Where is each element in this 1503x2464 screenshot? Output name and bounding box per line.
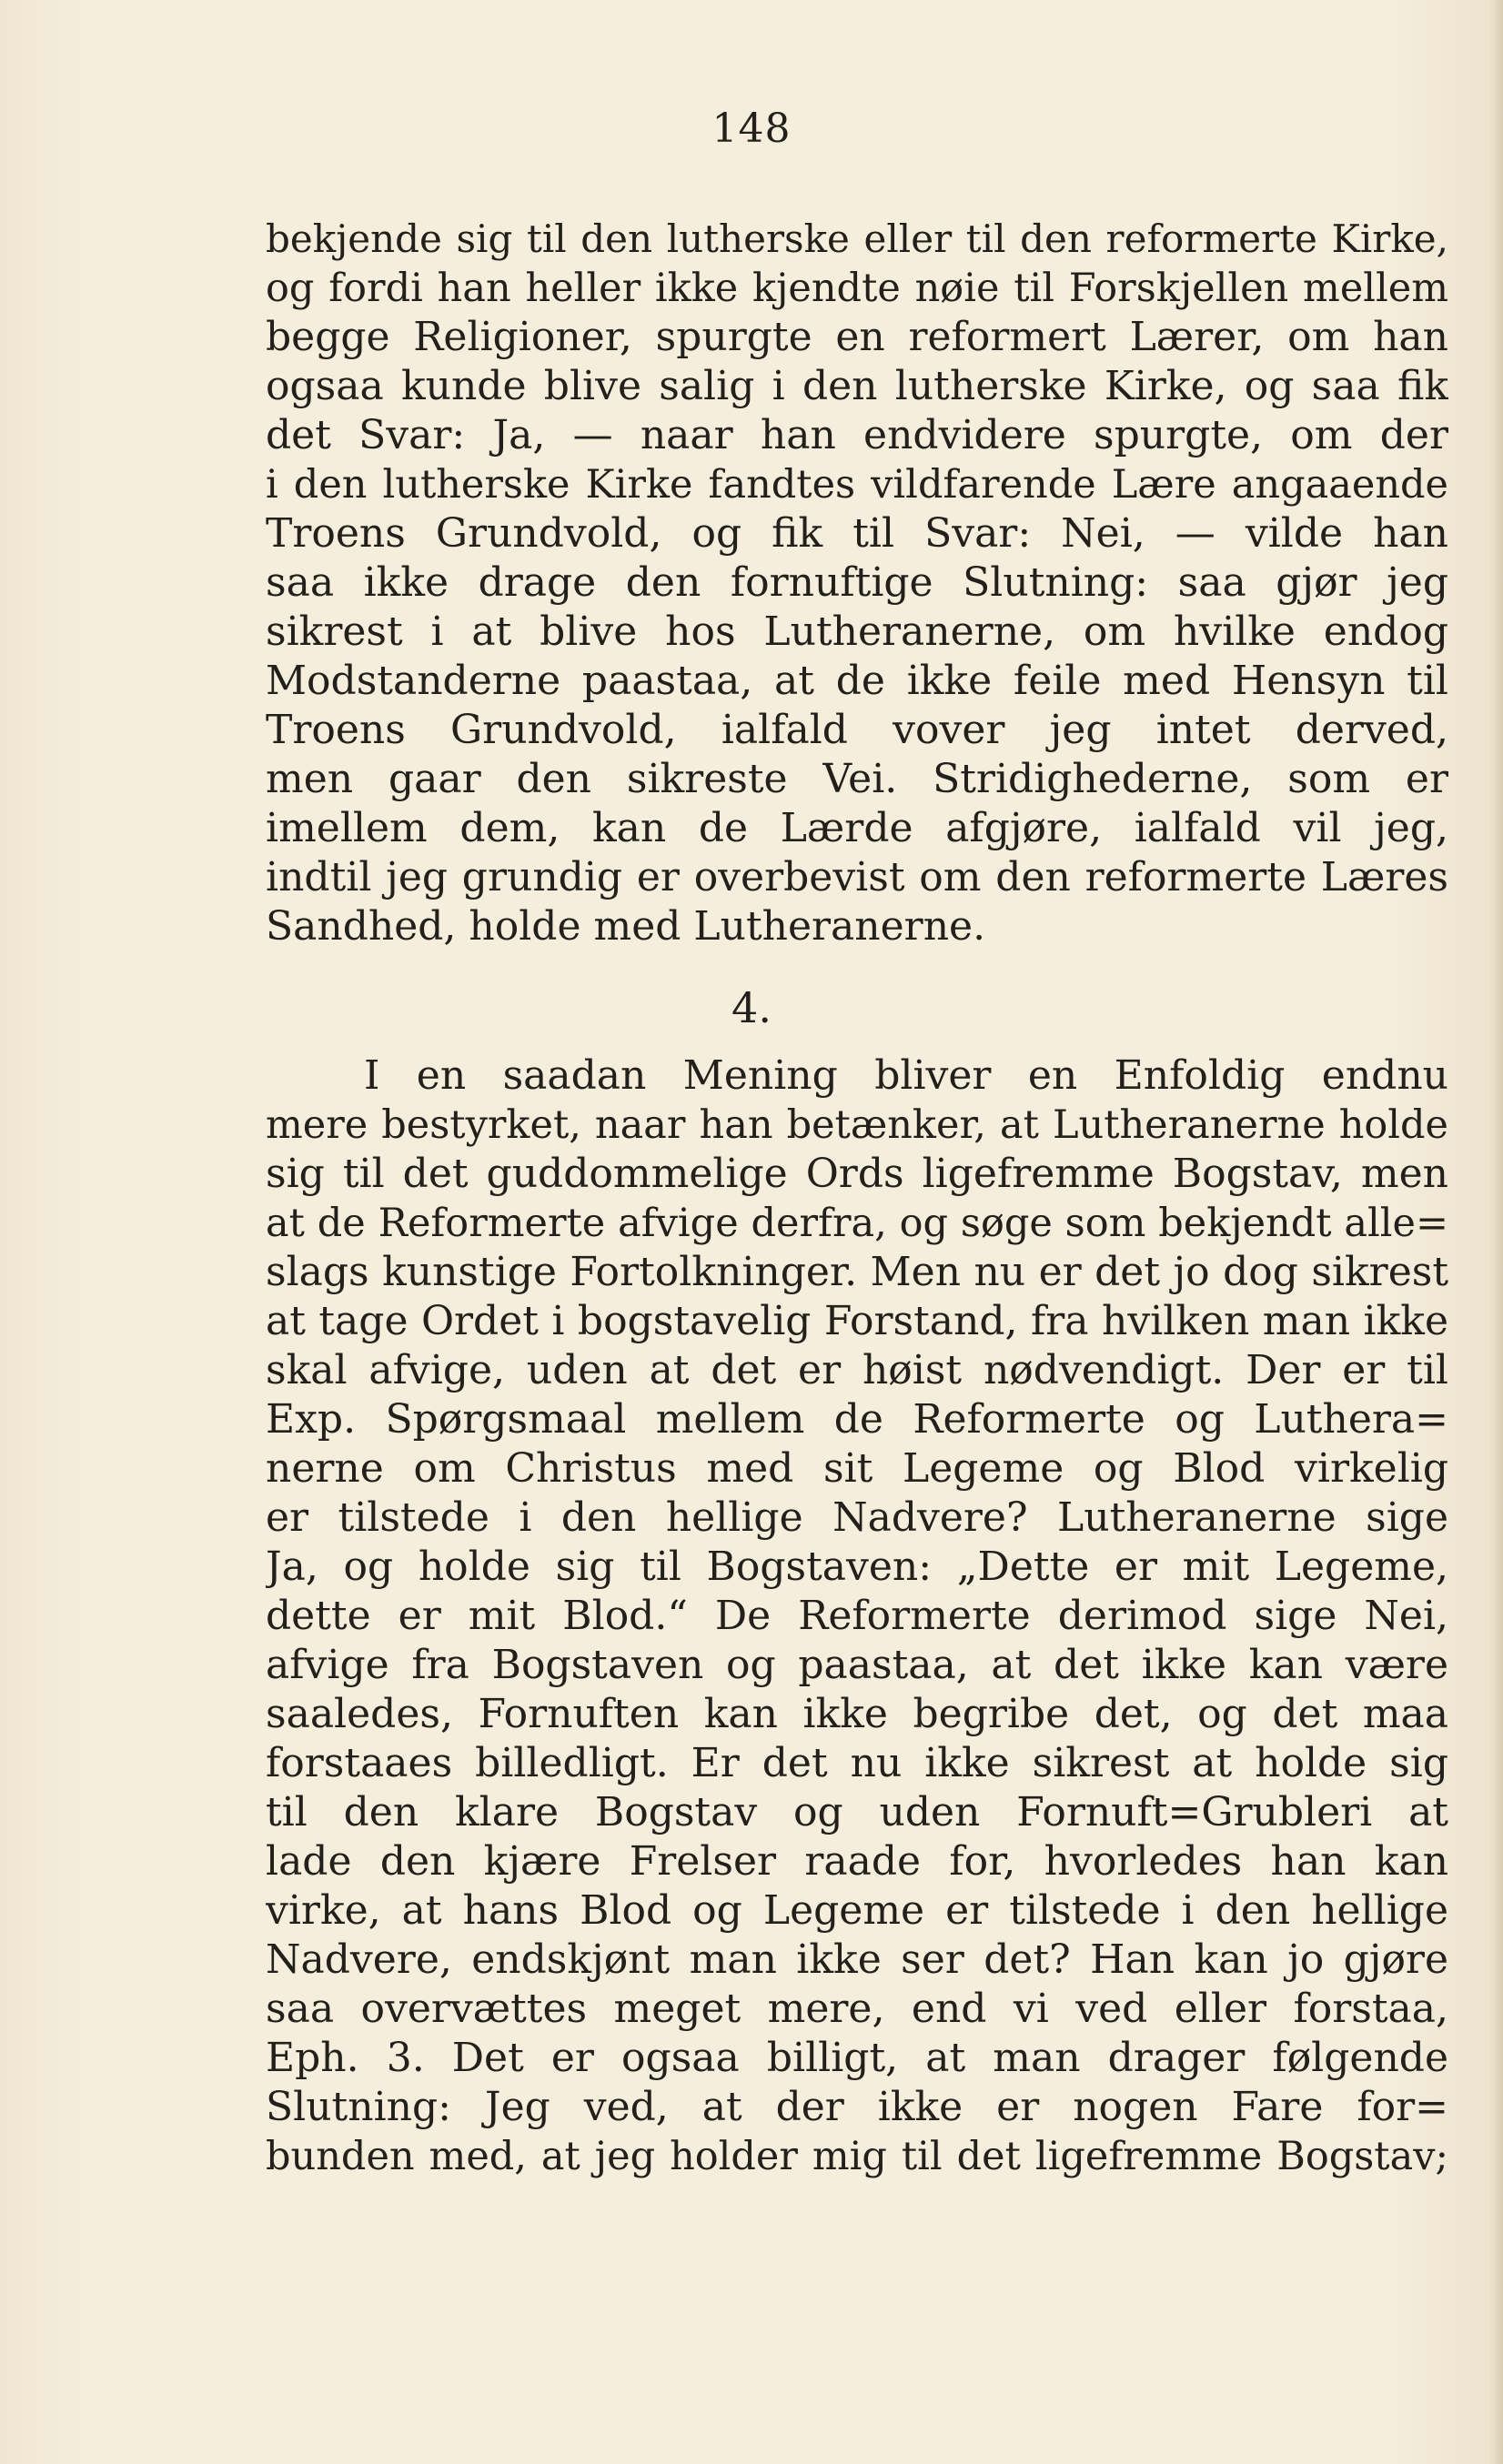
text-line: det Svar: Ja, — naar han endvidere spurgte, om der — [266, 412, 1448, 458]
text-line: Troens Grundvold, ialfald vover jeg intet derved, — [266, 707, 1448, 753]
text-line: at tage Ordet i bogstavelig Forstand, fra hvilken man ikke — [266, 1298, 1448, 1344]
text-line: ogsaa kunde blive salig i den lutherske Kirke, og saa fik — [266, 363, 1448, 409]
text-line: afvige fra Bogstaven og paastaa, at det ikke kan være — [266, 1642, 1448, 1688]
text-line: imellem dem, kan de Lærde afgjøre, ialfald vil jeg, — [266, 805, 1448, 851]
text-line: begge Religioner, spurgte en reformert Lærer, om han — [266, 314, 1448, 360]
text-line: Eph. 3. Det er ogsaa billigt, at man drager følgende — [266, 2035, 1448, 2081]
text-line: Sandhed, holde med Lutheranerne. — [266, 903, 986, 950]
text-line: slags kunstige Fortolkninger. Men nu er det jo dog sikrest — [266, 1249, 1448, 1295]
text-line: mere bestyrket, naar han betænker, at Lutheranerne holde — [266, 1102, 1448, 1148]
text-line: indtil jeg grundig er overbevist om den reformerte Læres — [266, 854, 1448, 900]
text-line: Ja, og holde sig til Bogstaven: „Dette er mit Legeme, — [266, 1544, 1448, 1590]
text-line: er tilstede i den hellige Nadvere? Lutheranerne sige — [266, 1494, 1448, 1541]
text-line: lade den kjære Frelser raade for, hvorledes han kan — [266, 1838, 1448, 1885]
text-line: men gaar den sikreste Vei. Stridighederne, som er — [266, 756, 1448, 802]
text-line: til den klare Bogstav og uden Fornuft=Grubleri at — [266, 1789, 1448, 1835]
section-heading: 4. — [731, 983, 772, 1032]
text-line: bunden med, at jeg holder mig til det ligefremme Bogstav; — [266, 2134, 1448, 2179]
text-line: nerne om Christus med sit Legeme og Blod virkelig — [266, 1445, 1448, 1492]
text-line: saa overvættes meget mere, end vi ved eller forstaa, — [266, 1986, 1448, 2032]
text-line: saa ikke drage den fornuftige Slutning: saa gjør jeg — [266, 559, 1448, 606]
text-line: virke, at hans Blod og Legeme er tilstede i den hellige — [266, 1887, 1448, 1934]
text-line: sig til det guddommelige Ords ligefremme Bogstav, men — [266, 1151, 1448, 1197]
text-line: saaledes, Fornuften kan ikke begribe det, og det maa — [266, 1691, 1448, 1737]
text-line: I en saadan Mening bliver en Enfoldig endnu — [364, 1052, 1448, 1099]
text-line: i den lutherske Kirke fandtes vildfarende Lære angaaende — [266, 462, 1448, 508]
text-line: at de Reformerte afvige derfra, og søge som bekjendt alle= — [266, 1201, 1448, 1246]
text-line: Nadvere, endskjønt man ikke ser det? Han kan jo gjøre — [266, 1936, 1448, 1983]
text-line: Slutning: Jeg ved, at der ikke er nogen Fare for= — [266, 2084, 1448, 2130]
text-line: forstaaes billedligt. Er det nu ikke sikrest at holde sig — [266, 1740, 1448, 1786]
text-line: dette er mit Blod.“ De Reformerte derimod sige Nei, — [266, 1593, 1448, 1639]
text-line: og fordi han heller ikke kjendte nøie til Forskjellen mellem — [266, 266, 1448, 311]
text-line: sikrest i at blive hos Lutheranerne, om hvilke endog — [266, 608, 1448, 655]
text-line: skal afvige, uden at det er høist nødvendigt. Der er til — [266, 1347, 1448, 1393]
text-line: Modstanderne paastaa, at de ikke feile med Hensyn til — [266, 658, 1448, 704]
page-number: 148 — [711, 106, 792, 152]
text-line: Exp. Spørgsmaal mellem de Reformerte og Luthera= — [266, 1396, 1448, 1443]
text-line: Troens Grundvold, og fik til Svar: Nei, — vilde han — [266, 510, 1448, 557]
page-edge-shadow — [1490, 0, 1503, 2464]
text-line: bekjende sig til den lutherske eller til den reformerte Kirke, — [266, 216, 1448, 261]
